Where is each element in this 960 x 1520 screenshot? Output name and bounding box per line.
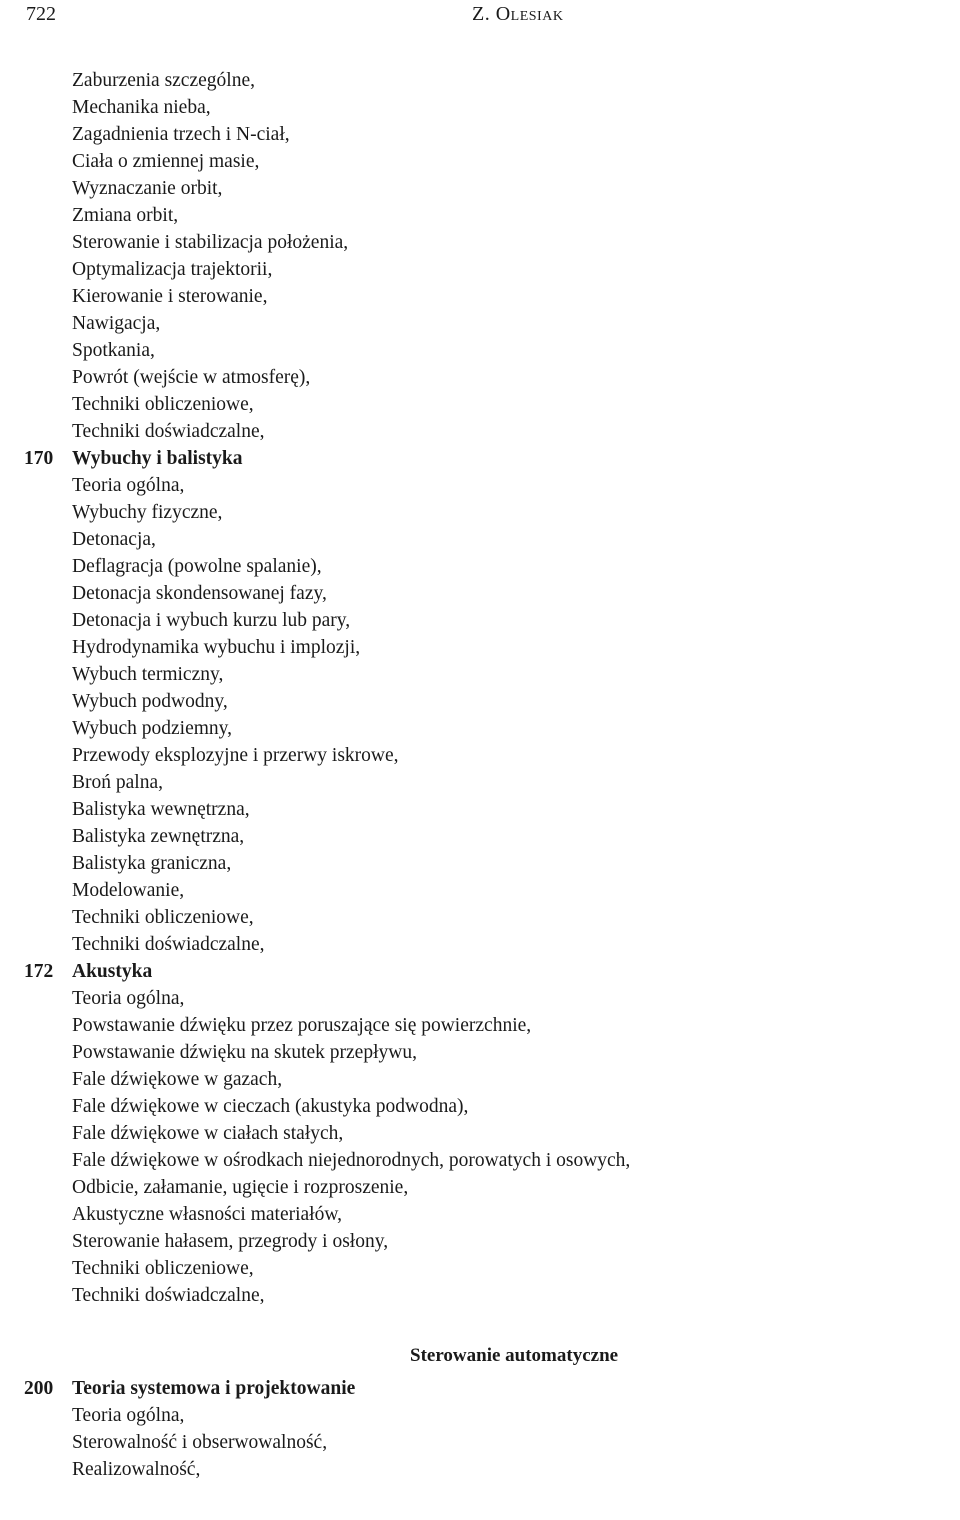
section-title: Teoria systemowa i projektowanie <box>72 1378 356 1399</box>
section-code: 172 <box>24 961 54 982</box>
list-item: Techniki doświadczalne, <box>72 421 265 442</box>
section-code: 170 <box>24 448 54 469</box>
section-title: Wybuchy i balistyka <box>72 448 243 469</box>
list-item: Broń palna, <box>72 772 163 793</box>
list-item: Balistyka wewnętrzna, <box>72 799 250 820</box>
chapter-heading: Sterowanie automatyczne <box>410 1345 619 1366</box>
list-item: Kierowanie i sterowanie, <box>72 286 268 307</box>
list-item: Zaburzenia szczególne, <box>72 70 255 91</box>
list-item: Techniki obliczeniowe, <box>72 1258 254 1279</box>
list-item: Balistyka graniczna, <box>72 853 232 874</box>
list-item: Deflagracja (powolne spalanie), <box>72 556 322 577</box>
list-item: Powstawanie dźwięku przez poruszające się powierzchnie, <box>72 1015 532 1036</box>
list-item: Zmiana orbit, <box>72 205 179 226</box>
list-item: Detonacja i wybuch kurzu lub pary, <box>72 610 351 631</box>
section-code: 200 <box>24 1378 54 1399</box>
list-item: Nawigacja, <box>72 313 161 334</box>
list-item: Fale dźwiękowe w ośrodkach niejednorodnych, porowatych i osowych, <box>72 1150 631 1171</box>
list-item: Zagadnienia trzech i N-ciał, <box>72 124 290 145</box>
list-item: Powstawanie dźwięku na skutek przepływu, <box>72 1042 417 1063</box>
list-item: Akustyczne własności materiałów, <box>72 1204 343 1225</box>
list-item: Wyznaczanie orbit, <box>72 178 223 199</box>
section-172-list <box>72 985 932 1309</box>
list-item: Detonacja, <box>72 529 156 550</box>
list-item: Fale dźwiękowe w ciałach stałych, <box>72 1123 344 1144</box>
list-item: Modelowanie, <box>72 880 185 901</box>
section-200-block <box>24 1375 932 1483</box>
list-item: Optymalizacja trajektorii, <box>72 259 273 280</box>
list-item: Hydrodynamika wybuchu i implozji, <box>72 637 361 658</box>
list-item: Teoria ogólna, <box>72 475 185 496</box>
list-item: Techniki obliczeniowe, <box>72 394 254 415</box>
section-170-list <box>72 472 932 958</box>
list-item: Wybuch termiczny, <box>72 664 224 685</box>
list-item: Fale dźwiękowe w cieczach (akustyka podwodna), <box>72 1096 469 1117</box>
list-item: Sterowanie hałasem, przegrody i osłony, <box>72 1231 389 1252</box>
list-item: Detonacja skondensowanej fazy, <box>72 583 327 604</box>
list-item: Wybuch podwodny, <box>72 691 228 712</box>
list-item: Wybuch podziemny, <box>72 718 233 739</box>
running-head: Z. Olesiak <box>472 3 564 25</box>
block1-list <box>72 67 932 445</box>
list-item: Teoria ogólna, <box>72 988 185 1009</box>
list-item: Techniki doświadczalne, <box>72 1285 265 1306</box>
section-title: Akustyka <box>72 961 153 982</box>
section-heading-172 <box>24 958 932 985</box>
section-heading-170 <box>24 445 932 472</box>
page-number: 722 <box>26 3 56 25</box>
list-item: Przewody eksplozyjne i przerwy iskrowe, <box>72 745 399 766</box>
list-item: Wybuchy fizyczne, <box>72 502 223 523</box>
list-item: Spotkania, <box>72 340 155 361</box>
list-item: Teoria ogólna, <box>72 1405 185 1426</box>
list-item: Realizowalność, <box>72 1459 201 1480</box>
classification-list <box>24 67 932 1309</box>
list-item: Ciała o zmiennej masie, <box>72 151 260 172</box>
list-item: Odbicie, załamanie, ugięcie i rozproszenie, <box>72 1177 409 1198</box>
list-item: Techniki doświadczalne, <box>72 934 265 955</box>
list-item: Powrót (wejście w atmosferę), <box>72 367 311 388</box>
list-item: Balistyka zewnętrzna, <box>72 826 245 847</box>
section-heading-200 <box>24 1375 932 1402</box>
list-item: Sterowanie i stabilizacja położenia, <box>72 232 349 253</box>
list-item: Mechanika nieba, <box>72 97 211 118</box>
list-item: Techniki obliczeniowe, <box>72 907 254 928</box>
list-item: Sterowalność i obserwowalność, <box>72 1432 328 1453</box>
list-item: Fale dźwiękowe w gazach, <box>72 1069 283 1090</box>
